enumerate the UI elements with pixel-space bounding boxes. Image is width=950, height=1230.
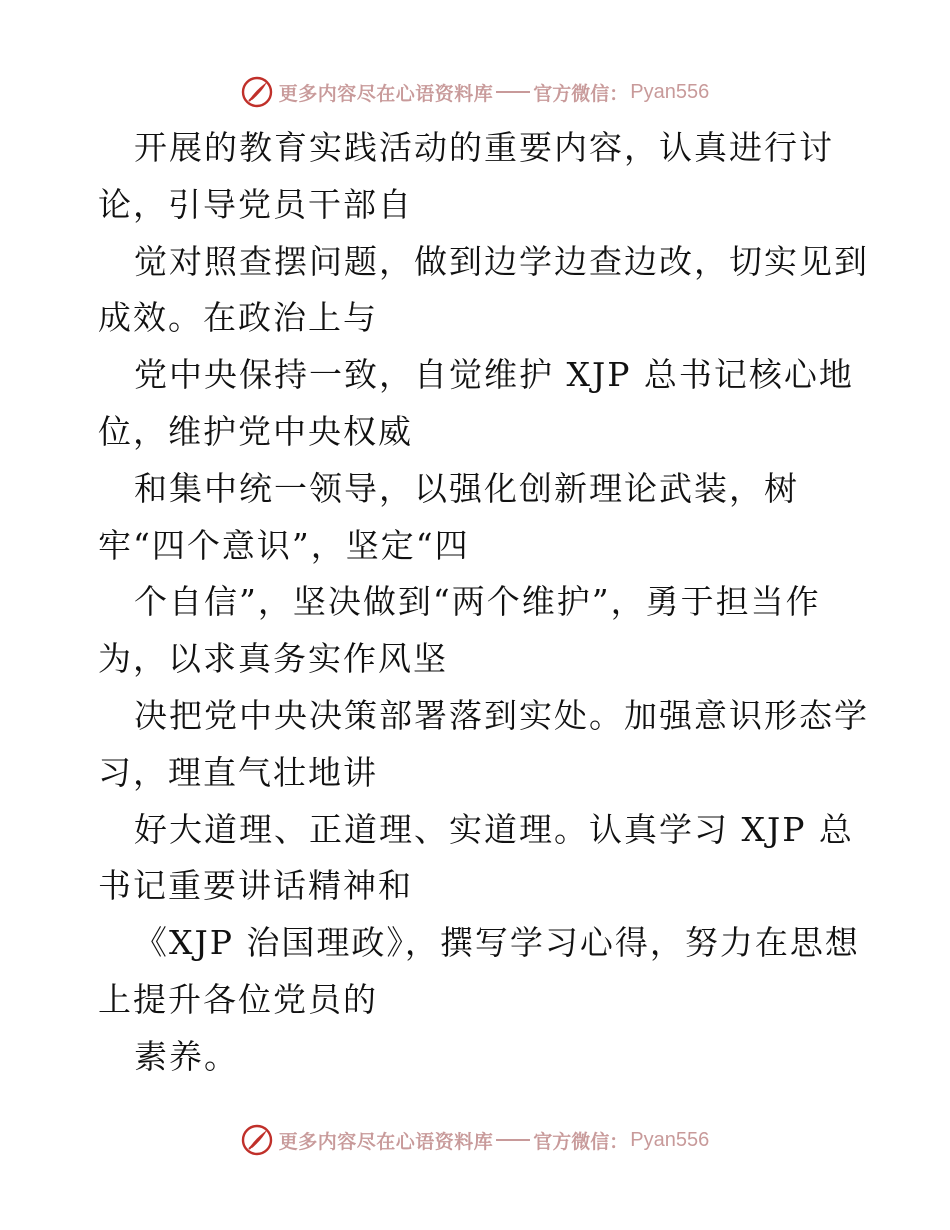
text-line: 上提升各位党员的 xyxy=(98,979,378,1019)
text-line: 素养。 xyxy=(134,1036,239,1076)
text-line: 《XJP 治国理政》，撰写学习心得，努力在思想 xyxy=(134,923,860,963)
footer-wechat-label: 官方微信： xyxy=(533,1130,629,1153)
footer-watermark xyxy=(0,1120,950,1160)
quill-logo-icon xyxy=(241,76,273,108)
text-line: 为，以求真务实作风坚 xyxy=(98,639,448,679)
footer-brand-text: 更多内容尽在心语资料库 xyxy=(278,1130,494,1153)
header-brand-text: 更多内容尽在心语资料库 xyxy=(278,82,494,105)
text-line: 成效。在政治上与 xyxy=(98,298,378,338)
text-line: 书记重要讲话精神和 xyxy=(98,866,413,906)
footer-dash-divider xyxy=(496,1139,530,1141)
text-line: 开展的教育实践活动的重要内容，认真进行讨 xyxy=(134,128,834,167)
text-line: 党中央保持一致，自觉维护 XJP 总书记核心地 xyxy=(134,355,854,395)
header-wechat-label: 官方微信： xyxy=(533,82,629,105)
text-line: 好大道理、正道理、实道理。认真学习 XJP 总 xyxy=(134,809,854,849)
quill-logo-icon xyxy=(241,1124,273,1156)
footer-wechat-id: Pyan556 xyxy=(630,1128,710,1151)
text-line: 论，引导党员干部自 xyxy=(98,184,413,224)
document-body xyxy=(98,120,869,1086)
text-line: 决把党中央决策部署落到实处。加强意识形态学 xyxy=(134,695,869,735)
text-line: 位，维护党中央权威 xyxy=(98,411,413,451)
text-line: 习，理直气壮地讲 xyxy=(98,752,378,792)
header-wechat-id: Pyan556 xyxy=(630,80,710,103)
text-line: 牢“四个意识”，坚定“四 xyxy=(98,525,470,565)
text-line: 觉对照查摆问题，做到边学边查边改，切实见到 xyxy=(134,241,869,281)
text-line: 和集中统一领导，以强化创新理论武装，树 xyxy=(134,468,799,508)
header-watermark xyxy=(0,72,950,112)
text-line: 个自信”，坚决做到“两个维护”，勇于担当作 xyxy=(134,582,821,622)
header-dash-divider xyxy=(496,91,530,93)
